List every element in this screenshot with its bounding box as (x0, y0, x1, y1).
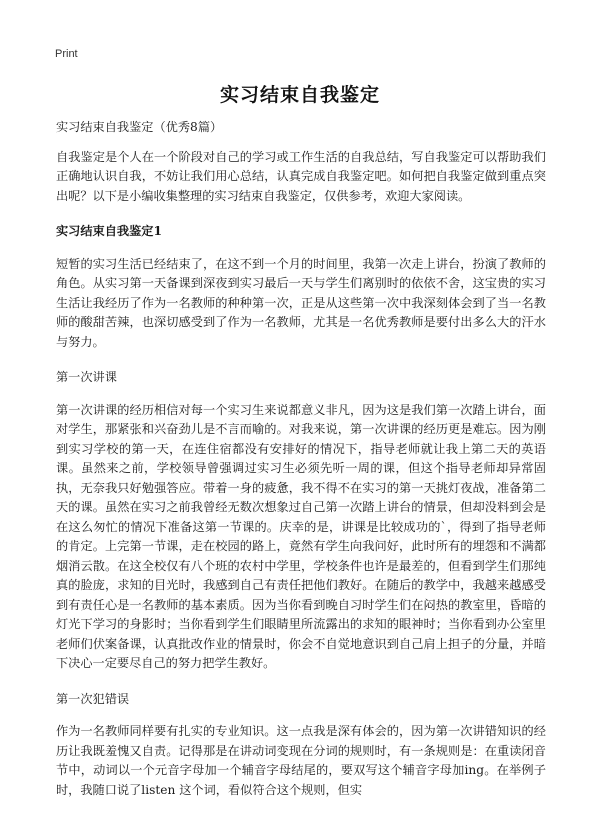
print-link[interactable]: Print (55, 48, 78, 60)
section-paragraph-3: 作为一名教师同样要有扎实的专业知识。这一点我是深有体会的，因为第一次讲错知识的经历让我既羞愧又自责。记得那是在讲动词变现在分词的规则时，有一条规则是：在重读闭音节中，动词以一个元音字母加一个辅音字母结尾的，要双写这个辅音字母加ing。在举例子时，我随口说了listen 这个词，看似符合这个规则，但实 (56, 724, 546, 797)
subheading-first-mistake: 第一次犯错误 (56, 691, 130, 706)
section-paragraph-2: 第一次讲课的经历相信对每一个实习生来说都意义非凡，因为这是我们第一次踏上讲台，面对学生，那紧张和兴奋劲儿是不言而喻的。对我来说，第一次讲课的经历更是难忘。因为刚到实习学校的第一天，在连住宿都没有安排好的情况下，指导老师就让我上第二天的英语课。虽然来之前，学校领导曾强调过实习生必须先听一周的课，但这个指导老师却异常固执，无奈我只好勉强答应。带着一身的疲惫，我不得不在实习的第一天挑灯夜战，准备第二天的课。虽然在实习之前我曾经无数次想象过自己第一次踏上讲台的情景，但却没料到会是在这么匆忙的情况下准备这第一节课的。庆幸的是，讲课是比较成功的`，得到了指导老师的肯定。上完第一节课，走在校园的路上，竟然有学生向我问好，此时所有的埋怨和不满都烟消云散。在这全校仅有八个班的农村中学里，学校条件也许是最差的，但看到学生们那纯真的脸庞，求知的目光时，我感到自己有责任把他们教好。在随后的教学中，我越来越感受到有责任心是一名教师的基本素质。因为当你看到晚自习时学生们在闷热的教室里，昏暗的灯光下学习的身影时；当你看到学生们眼睛里所流露出的求知的眼神时；当你看到办公室里老师们伏案备课，认真批改作业的情景时，你会不自觉地意识到自己肩上担子的分量，并暗下决心一定要尽自己的努力把学生教好。 (56, 402, 546, 670)
subheading-first-lecture: 第一次讲课 (56, 370, 117, 384)
document-subtitle: 实习结束自我鉴定（优秀8篇） (56, 120, 223, 134)
intro-paragraph: 自我鉴定是个人在一个阶段对自己的学习或工作生活的自我总结，写自我鉴定可以帮助我们正确地认识自我，不妨让我们用心总结，认真完成自我鉴定吧。如何把自我鉴定做到重点突出呢？以下是小编收集整理的实习结束自我鉴定，仅供参考，欢迎大家阅读。 (56, 149, 546, 203)
page-title: 实习结束自我鉴定 (219, 84, 380, 106)
document-body (56, 118, 546, 816)
section-paragraph-1: 短暂的实习生活已经结束了，在这不到一个月的时间里，我第一次走上讲台，扮演了教师的角色。从实习第一天备课到深夜到实习最后一天与学生们离别时的依依不舍，这宝贵的实习生活让我经历了作为一名教师的种种第一次，正是从这些第一次中我深刻体会到了当一名教师的酸甜苦辣，也深切感受到了作为一名教师，尤其是一名优秀教师是要付出多么大的汗水与努力。 (56, 256, 546, 349)
section-heading: 实习结束自我鉴定1 (56, 224, 162, 238)
